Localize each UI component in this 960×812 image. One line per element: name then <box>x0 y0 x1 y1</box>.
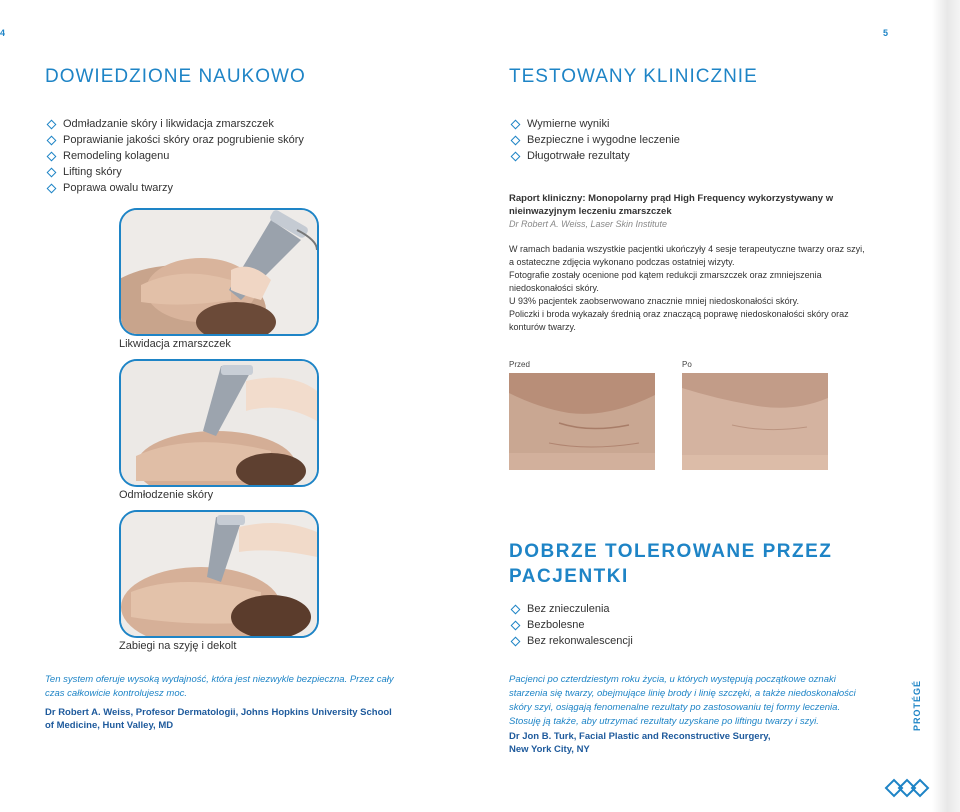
photo-skin-rejuvenation <box>119 359 319 487</box>
diamond-bullet-icon <box>511 135 521 145</box>
list-item: Wymierne wyniki <box>509 116 680 132</box>
left-quote: Ten system oferuje wysoką wydajność, która jest niezwykle bezpieczna. Przez cały czas całkowicie kontrolujesz moc. <box>45 674 394 699</box>
list-item: Bez rekonwalescencji <box>509 633 633 649</box>
after-label: Po <box>682 360 692 369</box>
diamond-bullet-icon <box>47 183 57 193</box>
right-heading: TESTOWANY KLINICZNIE <box>509 66 758 87</box>
before-photo <box>509 373 655 470</box>
caption-wrinkle-treatment: Likwidacja zmarszczek <box>119 338 231 350</box>
right-quote-author: Dr Jon B. Turk, Facial Plastic and Reconstructive Surgery, New York City, NY <box>509 731 771 755</box>
list-item: Odmładzanie skóry i likwidacja zmarszczek <box>45 116 304 132</box>
list-item: Lifting skóry <box>45 164 304 180</box>
before-label: Przed <box>509 360 530 369</box>
study-description: W ramach badania wszystkie pacjentki ukończyły 4 sesje terapeutyczne twarzy oraz szyi, a ostateczne zdjęcia wykonano podczas ostatniej wizyty. Fotografie zostały ocenione pod kątem redukcji zmarszczek oraz zmniejszenia niedoskonałości skóry. U 93% pacjentek zaobserwowano znacznie mniej niedoskonałości skóry. Policzki i broda wykazały średnią oraz znaczącą poprawę niedoskonałości skóry oraz konturów twarzy. <box>509 244 865 332</box>
report-title: Raport kliniczny: Monopolarny prąd High Frequency wykorzystywany w nieinwazyjnym leczeniu zmarszczek <box>509 193 834 217</box>
photo-neck-decollete <box>119 510 319 638</box>
list-item: Poprawa owalu twarzy <box>45 180 304 196</box>
diamond-bullet-icon <box>511 604 521 614</box>
left-heading: DOWIEDZIONE NAUKOWO <box>45 66 306 87</box>
list-item: Bezbolesne <box>509 617 633 633</box>
page-number-right: 5 <box>883 28 889 38</box>
report-author: Dr Robert A. Weiss, Laser Skin Institute <box>509 219 668 229</box>
brand-name: PROTÉGÉ <box>912 679 922 731</box>
caption-neck-decollete: Zabiegi na szyję i dekolt <box>119 640 237 652</box>
diamond-bullet-icon <box>511 119 521 129</box>
caption-skin-rejuvenation: Odmłodzenie skóry <box>119 489 214 501</box>
left-quote-author: Dr Robert A. Weiss, Profesor Dermatologii, Johns Hopkins University School of Medicine, Hunt Valley, MD <box>45 707 392 731</box>
diamond-bullet-icon <box>511 636 521 646</box>
list-item: Remodeling kolagenu <box>45 148 304 164</box>
diamond-bullet-icon <box>47 135 57 145</box>
tolerance-heading: DOBRZE TOLEROWANE PRZEZ PACJENTKI <box>509 541 833 587</box>
right-quote: Pacjenci po czterdziestym roku życia, u których występują początkowe oznaki starzenia się twarzy, obejmujące linię brody i linię szczęki, a także niedoskonałości skóry szyi, osiągają fenomenalne rezultaty po zastosowaniu tej formy leczenia. Stosuję ją także, aby utrzymać rezultaty uzyskane po liftingu twarzy i szyi. <box>509 674 856 727</box>
list-item: Poprawianie jakości skóry oraz pogrubienie skóry <box>45 132 304 148</box>
tolerance-bullet-list <box>509 601 633 649</box>
diamond-bullet-icon <box>47 167 57 177</box>
after-photo <box>682 373 828 470</box>
photo-wrinkle-treatment <box>119 208 319 336</box>
diamond-bullet-icon <box>47 151 57 161</box>
right-bullet-list <box>509 116 680 164</box>
page-edge-shadow <box>932 0 960 812</box>
diamond-bullet-icon <box>47 119 57 129</box>
list-item: Długotrwałe rezultaty <box>509 148 680 164</box>
page-number-left: 4 <box>0 28 6 38</box>
list-item: Bez znieczulenia <box>509 601 633 617</box>
left-bullet-list <box>45 116 304 196</box>
brand-logo-icon <box>884 776 932 800</box>
diamond-bullet-icon <box>511 151 521 161</box>
list-item: Bezpieczne i wygodne leczenie <box>509 132 680 148</box>
diamond-bullet-icon <box>511 620 521 630</box>
